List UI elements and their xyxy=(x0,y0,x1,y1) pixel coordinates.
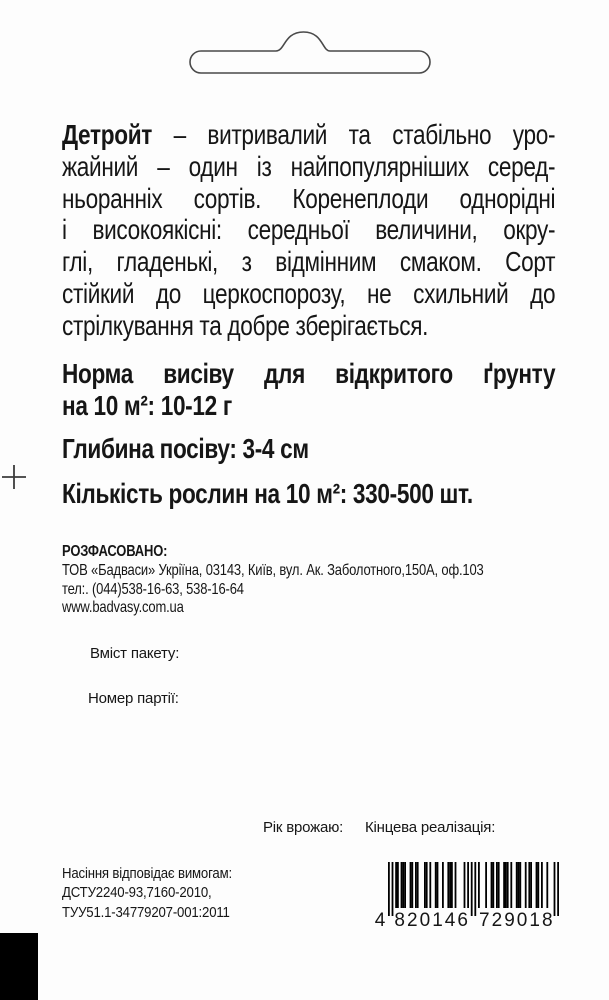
sowing-rate-line: Норма висіву для відкритого ґрунту xyxy=(62,358,556,389)
sowing-depth: Глибина посіву: 3-4 см xyxy=(62,433,309,464)
hang-tab-outline xyxy=(186,26,434,78)
svg-text:6: 6 xyxy=(457,910,468,931)
variety-description xyxy=(62,119,555,342)
svg-text:8: 8 xyxy=(394,910,405,931)
standards-line: Насіння відповідає вимогам: xyxy=(62,865,232,882)
svg-text:8: 8 xyxy=(542,910,553,931)
description-line: жайний – один із найпопулярніших серед- xyxy=(62,150,556,182)
print-color-bar xyxy=(0,933,38,1000)
packer-info xyxy=(62,543,555,618)
packet-contents-label: Вміст пакету: xyxy=(90,645,180,662)
svg-text:4: 4 xyxy=(444,910,456,931)
svg-text:1: 1 xyxy=(529,910,540,931)
svg-text:7: 7 xyxy=(479,910,490,931)
description-line: Детройт – витривалий та стабільно уро- xyxy=(62,119,556,150)
batch-number-label: Номер партії: xyxy=(88,690,179,707)
description-line: стрілкування та добре зберігається. xyxy=(62,309,429,341)
registration-cross-icon xyxy=(1,463,27,491)
description-line: глі, гладенькі, з відмінним смаком. Сорт xyxy=(62,246,556,278)
sowing-rate-line: на 10 м²: 10-12 г xyxy=(62,389,232,421)
variety-name: Детройт xyxy=(62,119,153,150)
website-url: www.badvasy.com.ua xyxy=(62,599,184,617)
svg-text:2: 2 xyxy=(407,910,418,931)
svg-text:0: 0 xyxy=(419,910,431,931)
packer-phone: тел:. (044)538-16-63, 538-16-64 xyxy=(62,580,244,598)
description-line: і високоякісні: середньої величини, окру- xyxy=(62,214,556,246)
sowing-rate xyxy=(62,358,555,422)
sell-by-label: Кінцева реалізація: xyxy=(365,819,496,836)
harvest-year-label: Рік врожаю: xyxy=(263,819,344,836)
barcode-bars xyxy=(375,862,580,934)
ean13-barcode xyxy=(375,862,580,934)
svg-text:2: 2 xyxy=(491,910,503,931)
standards-line: ТУУ51.1-34779207-001:2011 xyxy=(62,903,230,921)
svg-text:9: 9 xyxy=(504,910,515,931)
plant-density: Кількість рослин на 10 м²: 330-500 шт. xyxy=(62,478,473,509)
description-line: ньоранніх сортів. Коренеплоди однорідні xyxy=(62,182,556,214)
description-line: стійкий до церкоспорозу, не схильний до xyxy=(62,277,556,309)
packer-heading: РОЗФАСОВАНО: xyxy=(62,543,168,560)
packer-company-address: ТОВ «Бадваси» Укріїна, 03143, Київ, вул. Ак. Заболотного,150А, оф.103 xyxy=(62,561,484,579)
svg-text:4: 4 xyxy=(375,910,386,931)
svg-text:1: 1 xyxy=(432,910,443,931)
svg-text:0: 0 xyxy=(516,910,528,931)
standards-line: ДСТУ2240-93,7160-2010, xyxy=(62,884,212,902)
